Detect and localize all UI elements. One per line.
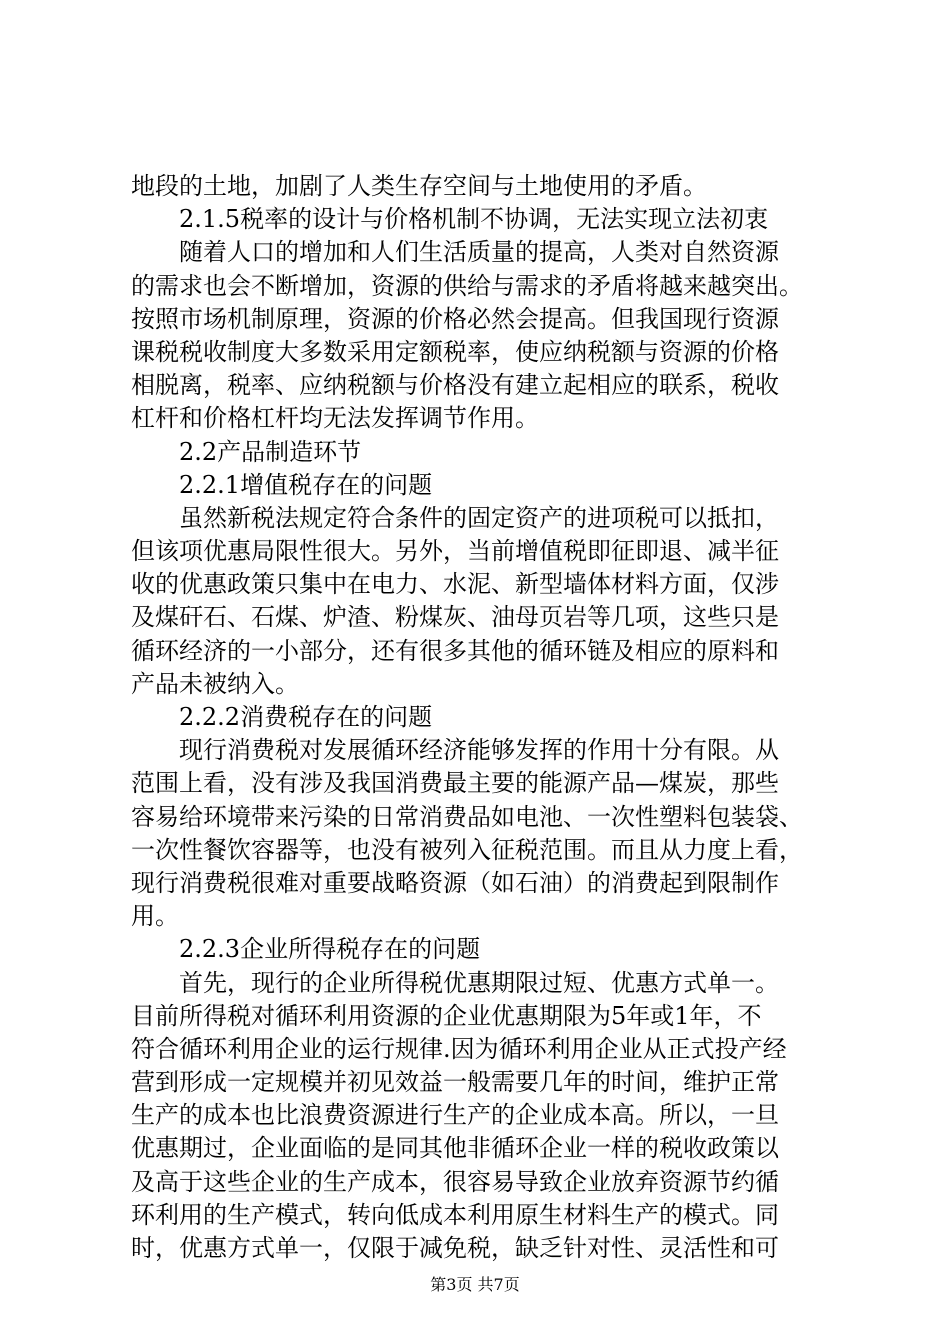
text-line: 杠杆和价格杠杆均无法发挥调节作用。 — [131, 404, 539, 433]
text-line: 按照市场机制原理，资源的价格必然会提高。但我国现行资源 — [131, 304, 779, 333]
text-line: 随着人口的增加和人们生活质量的提高，人类对自然资源 — [179, 238, 779, 267]
text-line: 2.1.5税率的设计与价格机制不协调，无法实现立法初衷 — [179, 205, 769, 234]
text-line: 范围上看，没有涉及我国消费最主要的能源产品—煤炭，那些 — [131, 769, 779, 798]
text-line: 课税税收制度大多数采用定额税率，使应纳税额与资源的价格 — [131, 337, 779, 366]
text-line: 容易给环境带来污染的日常消费品如电池、一次性塑料包装袋、 — [131, 802, 803, 831]
text-line: 2.2产品制造环节 — [179, 437, 362, 466]
text-line: 的需求也会不断增加，资源的供给与需求的矛盾将越来越突出。 — [131, 271, 803, 300]
text-line: 相脱离，税率、应纳税额与价格没有建立起相应的联系，税收 — [131, 371, 779, 400]
text-line: 目前所得税对循环利用资源的企业优惠期限为5年或1年，不 — [131, 1001, 762, 1030]
text-line: 营到形成一定规模并初见效益一般需要几年的时间，维护正常 — [131, 1068, 779, 1097]
text-line: 优惠期过，企业面临的是同其他非循环企业一样的税收政策以 — [131, 1134, 779, 1163]
text-line: 虽然新税法规定符合条件的固定资产的进项税可以抵扣， — [179, 503, 779, 532]
text-line: 但该项优惠局限性很大。另外，当前增值税即征即退、减半征 — [131, 537, 779, 566]
text-line: 收的优惠政策只集中在电力、水泥、新型墙体材料方面，仅涉 — [131, 570, 779, 599]
text-line: 时，优惠方式单一，仅限于减免税，缺乏针对性、灵活性和可 — [131, 1234, 779, 1262]
text-line: 循环经济的一小部分，还有很多其他的循环链及相应的原料和 — [131, 636, 779, 665]
text-line: 2.2.3企业所得税存在的问题 — [179, 935, 481, 964]
text-line: 2.2.2消费税存在的问题 — [179, 703, 433, 731]
body-text — [131, 170, 831, 1265]
text-line: 现行消费税很难对重要战略资源（如石油）的消费起到限制作 — [131, 868, 779, 897]
text-line: 现行消费税对发展循环经济能够发挥的作用十分有限。从 — [179, 736, 779, 765]
text-line: 一次性餐饮容器等，也没有被列入征税范围。而且从力度上看， — [131, 835, 803, 864]
text-line: 地段的土地，加剧了人类生存空间与土地使用的矛盾。 — [131, 172, 707, 200]
text-line: 首先，现行的企业所得税优惠期限过短、优惠方式单一。 — [179, 968, 779, 997]
page-footer: 第3页 共7页 — [430, 1275, 520, 1294]
text-line: 及煤矸石、石煤、炉渣、粉煤灰、油母页岩等几项，这些只是 — [131, 603, 779, 632]
text-line: 环利用的生产模式，转向低成本利用原生材料生产的模式。同 — [131, 1200, 779, 1229]
text-line: 产品未被纳入。 — [131, 669, 299, 698]
text-line: 2.2.1增值税存在的问题 — [179, 470, 433, 499]
text-line: 用。 — [131, 902, 179, 931]
text-line: 及高于这些企业的生产成本，很容易导致企业放弃资源节约循 — [131, 1167, 779, 1196]
text-line: 符合循环利用企业的运行规律.因为循环利用企业从正式投产经 — [131, 1034, 787, 1063]
text-line: 生产的成本也比浪费资源进行生产的企业成本高。所以，一旦 — [131, 1101, 779, 1130]
